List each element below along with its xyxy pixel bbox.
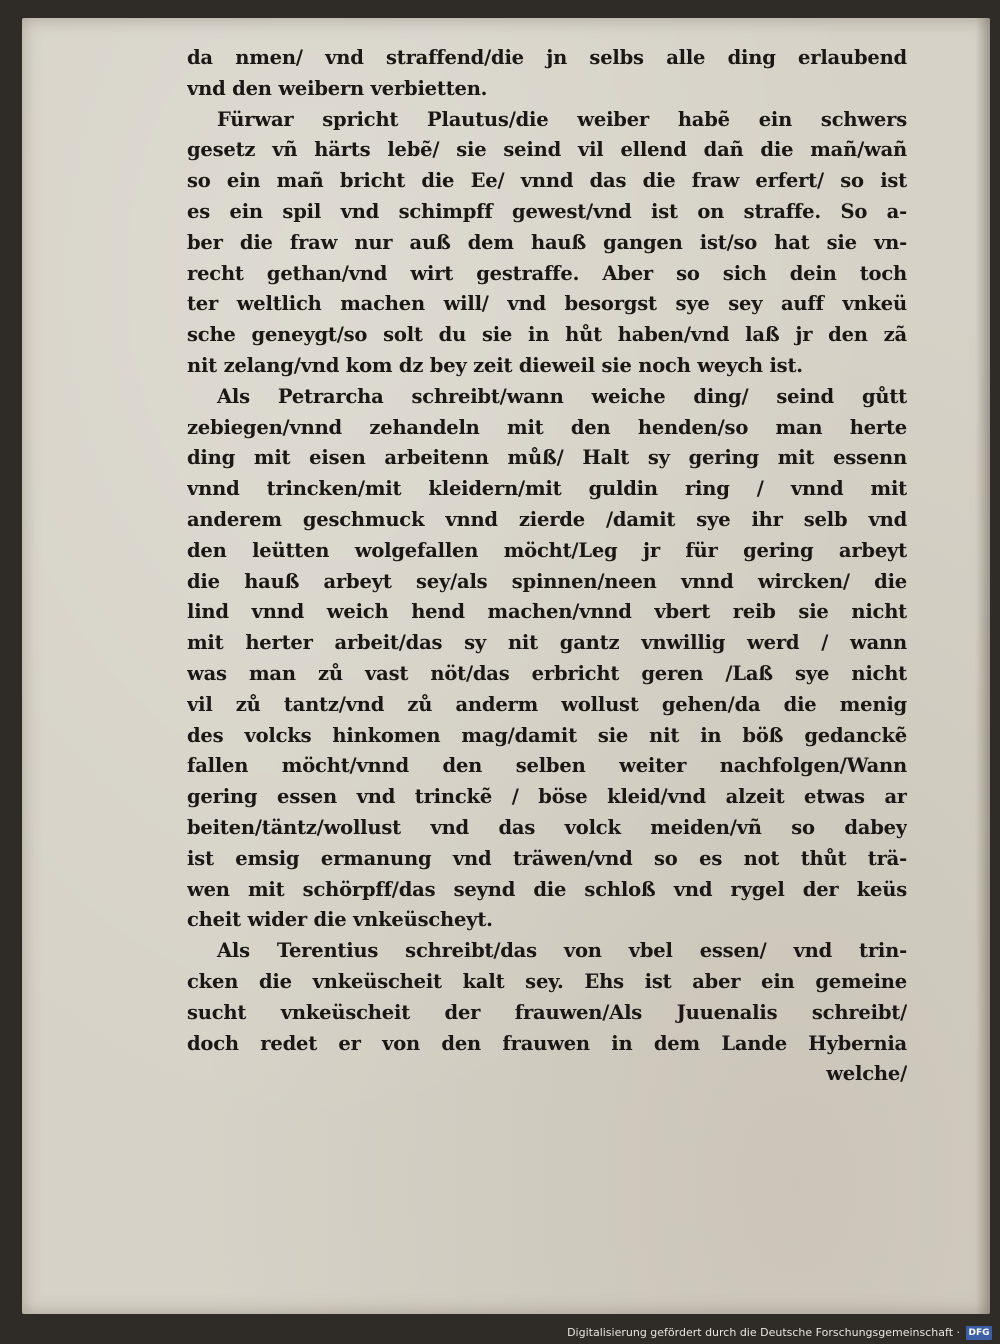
- text-block: [187, 43, 907, 1090]
- text-line: den leütten wolgefallen möcht/Leg jr für gering arbeyt: [187, 538, 907, 562]
- text-line: vil zů tantz/vnd zů anderm wollust gehen/da die menig: [187, 692, 907, 716]
- text-line: recht gethan/vnd wirt gestraffe. Aber so sich dein toch: [187, 261, 907, 285]
- text-line: Als Terentius schreibt/das von vbel essen/ vnd trin-: [217, 939, 907, 963]
- text-line: des volcks hinkomen mag/damit sie nit in böß gedanckẽ: [187, 723, 907, 747]
- text-line: fallen möcht/vnnd den selben weiter nachfolgen/Wann: [187, 754, 907, 778]
- text-line: anderem geschmuck vnnd zierde /damit sye ihr selb vnd: [187, 507, 907, 531]
- text-line: beiten/täntz/wollust vnd das volck meiden/vñ so dabey: [187, 815, 907, 839]
- text-line: Als Petrarcha schreibt/wann weiche ding/ seind gůtt: [217, 384, 907, 408]
- text-line: lind vnnd weich hend machen/vnnd vbert reib sie nicht: [187, 600, 907, 624]
- text-line: sche geneygt/so solt du sie in hůt haben/vnd laß jr den zã: [187, 323, 907, 347]
- text-line: nit zelang/vnd kom dz bey zeit dieweil sie noch weych ist.: [187, 353, 803, 377]
- digitization-footer: [0, 1318, 1000, 1344]
- text-line: ist emsig ermanung vnd träwen/vnd so es not thůt trä-: [187, 846, 907, 870]
- text-line: vnnd trincken/mit kleidern/mit guldin ring / vnnd mit: [187, 477, 907, 501]
- text-line: ber die fraw nur auß dem hauß gangen ist/so hat sie vn-: [187, 230, 907, 254]
- text-line: zebiegen/vnnd zehandeln mit den henden/so man herte: [187, 415, 907, 439]
- text-line: so ein mañ bricht die Ee/ vnnd das die fraw erfert/ so ist: [187, 169, 907, 193]
- text-line: ter weltlich machen will/ vnd besorgst sye sey auff vnkeü: [187, 292, 907, 316]
- text-line: ding mit eisen arbeitenn můß/ Halt sy gering mit essenn: [187, 446, 907, 470]
- text-line: cheit wider die vnkeüscheyt.: [187, 908, 493, 932]
- text-line: doch redet er von den frauwen in dem Lande Hybernia: [187, 1031, 907, 1055]
- page-edge-shadow: [976, 18, 990, 1314]
- text-line: mit herter arbeit/das sy nit gantz vnwillig werd / wann: [187, 631, 907, 655]
- funding-credit: Digitalisierung gefördert durch die Deutsche Forschungsgemeinschaft ·: [567, 1326, 960, 1339]
- text-line: was man zů vast nöt/das erbricht geren /Laß sye nicht: [187, 661, 907, 685]
- book-page: [22, 18, 990, 1314]
- text-line: es ein spil vnd schimpff gewest/vnd ist on straffe. So a-: [187, 199, 907, 223]
- text-line: die hauß arbeyt sey/als spinnen/neen vnnd wircken/ die: [187, 569, 907, 593]
- dfg-logo-icon: DFG: [966, 1326, 992, 1340]
- text-line: sucht vnkeüscheit der frauwen/Als Juuenalis schreibt/: [187, 1000, 907, 1024]
- text-line: gesetz vñ härts lebẽ/ sie seind vil ellend dañ die mañ/wañ: [187, 138, 907, 162]
- text-line: Fürwar spricht Plautus/die weiber habẽ ein schwers: [217, 107, 907, 131]
- text-line: vnd den weibern verbietten.: [187, 76, 488, 100]
- catchword: welche/: [826, 1062, 907, 1086]
- text-line: cken die vnkeüscheit kalt sey. Ehs ist aber ein gemeine: [187, 969, 907, 993]
- text-line: gering essen vnd trinckẽ / böse kleid/vnd alzeit etwas ar: [187, 785, 907, 809]
- text-line: da nmen/ vnd straffend/die jn selbs alle ding erlaubend: [187, 46, 907, 69]
- text-line: wen mit schörpff/das seynd die schloß vnd rygel der keüs: [187, 877, 907, 901]
